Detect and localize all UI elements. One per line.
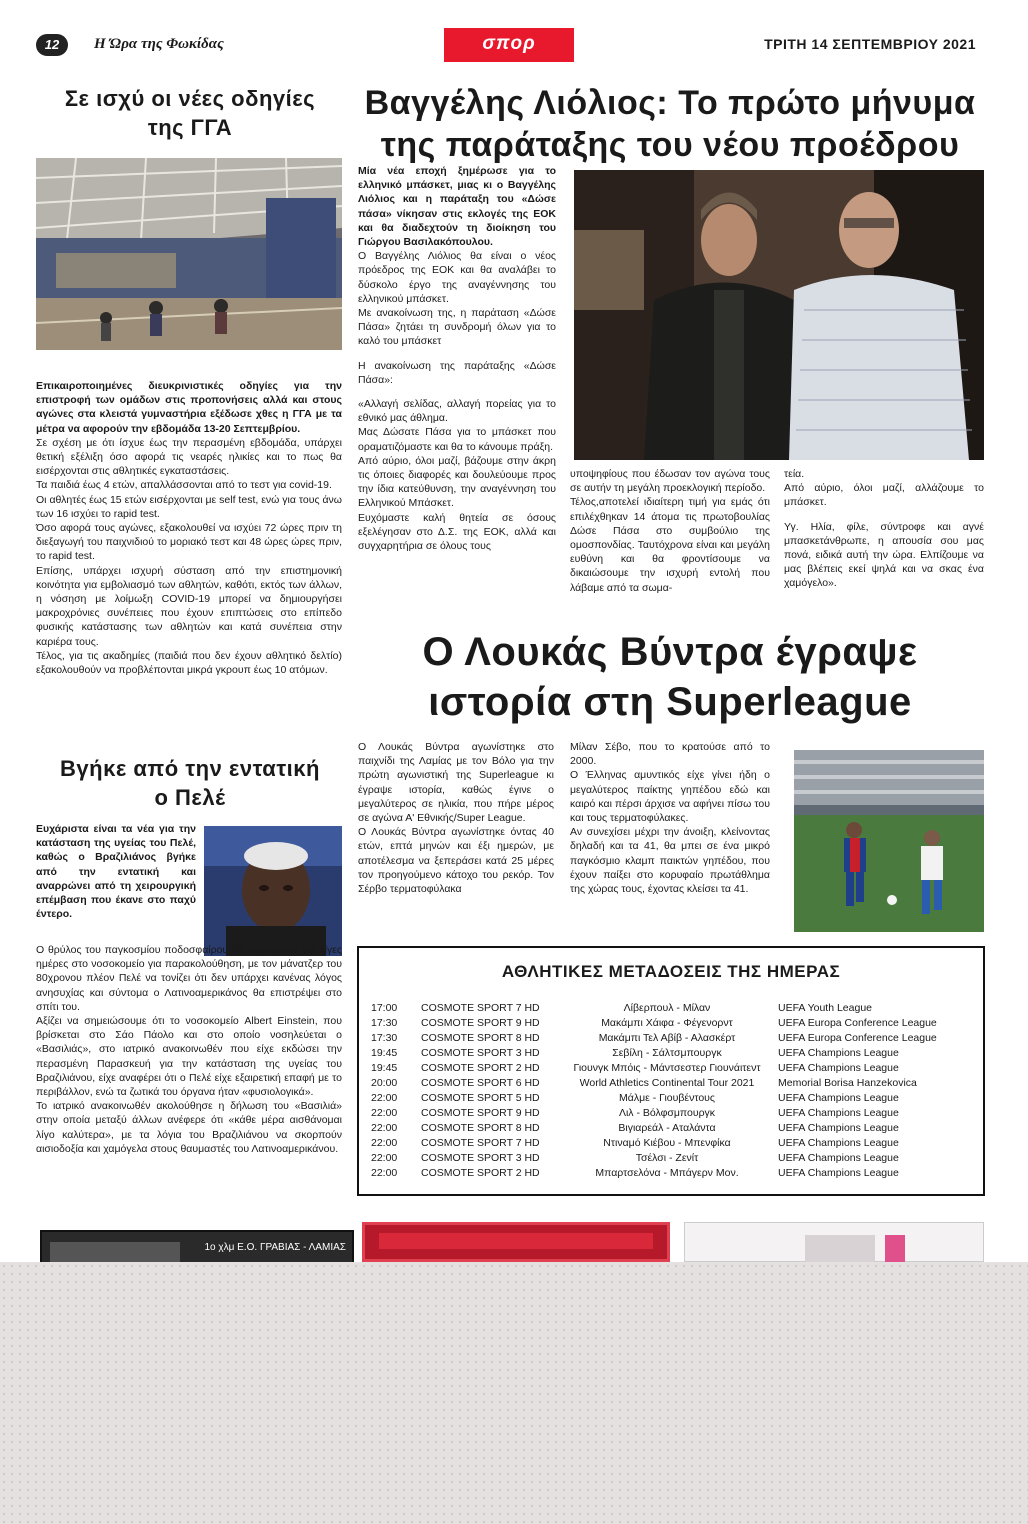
- liolios-paragraph: Από αύριο, όλοι μαζί, βάζουμε στην άκρη τις όποιες διαφορές και δουλεύουμε προς την ίδια κατεύθυνση, την αναγέννηση του Ελληνικού Μπάσκετ.: [358, 454, 556, 510]
- schedule-match: Γιουνγκ Μπόις - Μάντσεστερ Γιουνάιτεντ: [573, 1062, 761, 1074]
- schedule-row: [371, 1076, 973, 1091]
- schedule-match: Τσέλσι - Ζενίτ: [635, 1152, 699, 1164]
- gga-paragraph: Επίσης, υπάρχει ισχυρή σύσταση από την επιστημονική κοινότητα για εμβολιασμό των αθλητών, καθότι, εκτός των άλλων, η νόσηση με λοίμωξη COVID-19 μπορεί να δημιουργήσει μακροχρόνιες συνέπειες που έχουν επιπτώσεις στο επίπεδο φυσικής κατάστασης των αθλητών και κατά συνέπεια στην καριέρα τους.: [36, 564, 342, 648]
- pele-lead: [36, 822, 196, 921]
- schedule-competition: Memorial Borisa Hanzekovica: [778, 1077, 917, 1089]
- schedule-row: [371, 1151, 973, 1166]
- schedule-competition: UEFA Champions League: [778, 1167, 899, 1179]
- schedule-match: Σεβίλη - Σάλτσμπουργκ: [612, 1047, 722, 1059]
- schedule-match: Μπαρτσελόνα - Μπάγερν Μον.: [595, 1167, 739, 1179]
- liolios-paragraph: Μας Δώσατε Πάσα για το μπάσκετ που οραματιζόμαστε και θα το κάνουμε πράξη.: [358, 426, 556, 453]
- liolios-paragraph: Τέλος,αποτελεί ιδιαίτερη τιμή για εμάς ότι επιλέχθηκαν 14 άτομα τις πρωτοβουλίας Δώσε Πάσα στο συμβούλιο της ομοσπονδίας. Ταυτόχρονα είναι και μεγάλη ευθύνη και θα φροντίσουμε να δικαιώσουμε την ισχυρή εντολή που λάβαμε από τα σωμα-: [570, 496, 770, 594]
- schedule-time: 20:00: [371, 1077, 398, 1089]
- schedule-channel: COSMOTE SPORT 2 HD: [421, 1167, 540, 1179]
- schedule-competition: UEFA Champions League: [778, 1062, 899, 1074]
- gga-paragraph: Σε σχέση με ότι ίσχυε έως την περασμένη εβδομάδα, υπάρχει θετική εξέλιξη όσο αφορά τις νεαρές ηλικίες και το πως θα εισέρχονται στις αθλητικές εγκαταστάσεις.: [36, 436, 342, 478]
- pele-lead-text: Ευχάριστα είναι τα νέα για την κατάσταση της υγείας του Πελέ, καθώς ο Βραζιλιάνος βγήκε από την εντατική και αναρρώνει από τη χειρουργική επέμβαση που έκανε στο παχύ έντερο.: [36, 823, 196, 921]
- liolios-col2: [570, 467, 770, 595]
- vyntra-paragraph: Αν συνεχίσει μέχρι την άνοιξη, κλείνοντας δηλαδή και τα 41, θα μπει σε ένα μικρό παγκόσμιο κλαμπ παικτών γηπέδου, που έχουν παίξει στο κορυφαίο πρωτάθλημα της χώρας τους, έχοντας κλείσει τα 41.: [570, 826, 770, 896]
- liolios-paragraph: Η ανακοίνωση της παράταξης «Δώσε Πάσα»:: [358, 359, 556, 386]
- vyntra-paragraph: Ο Έλληνας αμυντικός είχε γίνει ήδη ο μεγαλύτερος παίκτης γηπέδου εδώ και καιρό και πέρσι άρχισε να αφήνει πίσω του και τους τερματοφύλακες.: [570, 769, 770, 825]
- schedule-match: Λιλ - Βόλφσμπουργκ: [618, 1107, 716, 1119]
- liolios-col3: [784, 467, 984, 591]
- liolios-paragraph: υποψηφίους που έδωσαν τον αγώνα τους σε αυτήν τη μεγάλη προεκλογική περίοδο.: [570, 468, 770, 495]
- vyntra-paragraph: Ο Λουκάς Βύντρα αγωνίστηκε στο παιχνίδι της Λαμίας με τον Βόλο για την πρώτη αγωνιστική της Superleague κι έγραψε ιστορία, καθώς έγινε ο μεγαλύτερος σε ηλικία, που πήρε μέρος σε αγώνα Α' Εθνικής/Super League.: [358, 741, 554, 825]
- gga-paragraph: Τέλος, για τις ακαδημίες (παιδιά που δεν έχουν αθλητικό δελτίο) εξακολουθούν να προβλέπονται μικρά γκρουπ έως 10 ατόμων.: [36, 649, 342, 677]
- schedule-row: [371, 1121, 973, 1136]
- liolios-paragraph: τεία.: [784, 468, 805, 480]
- schedule-competition: UEFA Champions League: [778, 1107, 899, 1119]
- liolios-paragraph: «Αλλαγή σελίδας, αλλαγή πορείας για το εθνικό μας άθλημα.: [358, 398, 556, 425]
- issue-date: ΤΡΙΤΗ 14 ΣΕΠΤΕΜΒΡΙΟΥ 2021: [764, 36, 976, 52]
- vyntra-paragraph: Ο Λουκάς Βύντρα αγωνίστηκε όντας 40 ετών, επτά μηνών και έξι ημερών, με αποτέλεσμα να ξεπεράσει κατά 25 μέρες τον προηγούμενο κάτοχο του ρεκόρ. Τον Σέρβο τερματοφύλακα: [358, 826, 554, 896]
- schedule-channel: COSMOTE SPORT 5 HD: [421, 1092, 540, 1104]
- schedule-row: [371, 1001, 973, 1016]
- liolios-photo: [574, 170, 984, 460]
- pele-body: [36, 943, 342, 1156]
- schedule-match: World Athletics Continental Tour 2021: [579, 1077, 755, 1089]
- schedule-row: [371, 1106, 973, 1121]
- tv-schedule: [357, 946, 985, 1196]
- schedule-channel: COSMOTE SPORT 8 HD: [421, 1122, 540, 1134]
- schedule-channel: COSMOTE SPORT 7 HD: [421, 1137, 540, 1149]
- schedule-competition: UEFA Champions League: [778, 1122, 899, 1134]
- gga-paragraph: Οι αθλητές έως 15 ετών εισέρχονται με self test, ενώ για τους άνω των 16 ισχύει το rapid test.: [36, 493, 342, 520]
- vyntra-paragraph: Μίλαν Σέβο, που το κρατούσε από το 2000.: [570, 741, 770, 768]
- schedule-match: Μακάμπι Χάιφα - Φέγενορντ: [601, 1017, 733, 1029]
- liolios-lead: Μία νέα εποχή ξημέρωσε για το ελληνικό μπάσκετ, μιας κι ο Βαγγέλης Λιόλιος και η παράταξη του «Δώσε πάσα» νίκησαν στις εκλογές της ΕΟΚ και θα διαδεχτούν τη διοίκηση του Γιώργου Βασιλακόπουλου.: [358, 165, 556, 249]
- ad-caption: 1ο χλμ Ε.Ο. ΓΡΑΒΙΑΣ - ΛΑΜΙΑΣ: [204, 1242, 346, 1253]
- vyntra-headline-line2: ιστορία στη Superleague: [428, 680, 912, 724]
- schedule-channel: COSMOTE SPORT 7 HD: [421, 1002, 540, 1014]
- schedule-row: [371, 1031, 973, 1046]
- schedule-time: 19:45: [371, 1047, 398, 1059]
- schedule-competition: UEFA Europa Conference League: [778, 1017, 937, 1029]
- gga-headline-line2: της ΓΓΑ: [147, 115, 233, 140]
- schedule-channel: COSMOTE SPORT 9 HD: [421, 1107, 540, 1119]
- vyntra-headline: [358, 627, 982, 727]
- schedule-competition: UEFA Champions League: [778, 1137, 899, 1149]
- schedule-channel: COSMOTE SPORT 3 HD: [421, 1152, 540, 1164]
- schedule-competition: UEFA Europa Conference League: [778, 1032, 937, 1044]
- gga-paragraph: Όσο αφορά τους αγώνες, εξακολουθεί να ισχύει 72 ώρες πριν τη διεξαγωγή του παιχνιδιού το μοριακό τεστ και 48 ώρες ώρες πριν, το rapid test.: [36, 522, 342, 563]
- schedule-time: 17:30: [371, 1032, 398, 1044]
- gga-headline-line1: Σε ισχύ οι νέες οδηγίες: [64, 86, 316, 111]
- schedule-competition: UEFA Champions League: [778, 1047, 899, 1059]
- schedule-time: 17:00: [371, 1002, 398, 1014]
- pele-headline: [36, 754, 344, 812]
- gga-body: [36, 379, 342, 677]
- schedule-competition: UEFA Champions League: [778, 1092, 899, 1104]
- page-number: 12: [36, 34, 68, 56]
- schedule-time: 17:30: [371, 1017, 398, 1029]
- ad-logo-graphic: [805, 1235, 875, 1263]
- schedule-row: [371, 1016, 973, 1031]
- gym-photo: [36, 158, 342, 350]
- schedule-competition: UEFA Youth League: [778, 1002, 873, 1014]
- liolios-paragraph: Ευχόμαστε καλή θητεία σε όσους εξελέγησαν στο Δ.Σ. της ΕΟΚ, αλλά και συγχαρητήρια σε όλους τους: [358, 511, 556, 553]
- pele-headline-line1: Βγήκε από την εντατική: [60, 756, 320, 781]
- liolios-paragraph: Ο Βαγγέλης Λιόλιος θα είναι ο νέος πρόεδρος της ΕΟΚ και θα αναλάβει το δύσκολο έργο της αναγέννησης του ελληνικού μπάσκετ.: [358, 250, 556, 305]
- schedule-match: Λίβερπουλ - Μίλαν: [623, 1002, 711, 1014]
- ad-accent-graphic: [885, 1235, 905, 1263]
- liolios-paragraph: Υγ. Ηλία, φίλε, σύντροφε και αγνέ μπασκετάνθρωπε, η απουσία σου μας πονά, ειδικά αυτή την ώρα. Ελπίζουμε να μας βλέπεις εκεί ψηλά και να σκας ένα χαμόγελο».: [784, 520, 984, 590]
- pele-headline-line2: ο Πελέ: [154, 785, 226, 810]
- liolios-col1: [358, 164, 556, 553]
- liolios-headline: [358, 82, 982, 166]
- schedule-match: Βιγιαρεάλ - Αταλάντα: [618, 1122, 716, 1134]
- schedule-row: [371, 1046, 973, 1061]
- section-label: σπορ: [444, 28, 574, 62]
- schedule-time: 22:00: [371, 1167, 398, 1179]
- tv-schedule-title: ΑΘΛΗΤΙΚΕΣ ΜΕΤΑΔΟΣΕΙΣ ΤΗΣ ΗΜΕΡΑΣ: [501, 962, 841, 981]
- schedule-time: 22:00: [371, 1122, 398, 1134]
- pele-paragraph: Αξίζει να σημειώσουμε ότι το νοσοκομείο Albert Einstein, που βρίσκεται στο Σάο Πάολο και στο οποίο νοσηλεύεται ο «Βασιλιάς», στο ιατρικό ανακοινωθέν που είχε εκδώσει την περασμένη Παρασκευή για την κατάσταση της υγείας του Βραζιλιάνου, είχε αναφέρει ότι ο Πελέ είχε εξαιρετική επαφή με το περιβάλλον, ενώ τα ζωτικά του όργανα ήταν «φυσιολογικά».: [36, 1015, 342, 1099]
- schedule-match: Μακάμπι Τελ Αβίβ - Αλασκέρτ: [598, 1032, 736, 1044]
- gga-paragraph: Τα παιδιά έως 4 ετών, απαλλάσσονται από το τεστ για covid-19.: [36, 479, 332, 492]
- schedule-channel: COSMOTE SPORT 8 HD: [421, 1032, 540, 1044]
- pele-paragraph: Το ιατρικό ανακοινωθέν ακολούθησε η δήλωση του «Βασιλιά» στην οποία μεταξύ άλλων ανέφερε ότι «κάθε μέρα αισθάνομαι λίγο καλύτερα», με τα λόγια του Βραζιλιάνου να σκορπούν αισιοδοξία και χαμόγελα στους θαυμαστές του Λατινοαμερικάνου.: [36, 1100, 342, 1155]
- liolios-headline-line1: Βαγγέλης Λιόλιος: Το πρώτο μήνυμα: [364, 84, 976, 122]
- schedule-channel: COSMOTE SPORT 9 HD: [421, 1017, 540, 1029]
- vyntra-col1: [358, 740, 554, 896]
- schedule-match: Μάλμε - Γιουβέντους: [619, 1092, 715, 1104]
- ad-logo-graphic: [50, 1242, 180, 1264]
- schedule-time: 22:00: [371, 1152, 398, 1164]
- pele-paragraph: Ο θρύλος του παγκοσμίου ποδοσφαίρου θα παραμείνει για λίγες ημέρες στο νοσοκομείο για παρακολούθηση, με τον μάνατζερ του 80χρονου πλέον Πελέ να τονίζει ότι δεν υπάρχει κανένας λόγος ανησυχίας και σύντομα ο Λατινοαμερικάνος θα επιστρέψει στο σπίτι του.: [36, 944, 342, 1013]
- schedule-time: 19:45: [371, 1062, 398, 1074]
- liolios-paragraph: Με ανακοίνωση της, η παράταση «Δώσε Πάσα» ζητάει τη συνδρομή όλων για το καλό του μπάσκετ: [358, 307, 556, 348]
- vyntra-headline-line1: Ο Λουκάς Βύντρα έγραψε: [422, 630, 918, 674]
- vyntra-col2: [570, 740, 770, 896]
- publication-name: Η Ώρα της Φωκίδας: [94, 36, 224, 52]
- schedule-channel: COSMOTE SPORT 2 HD: [421, 1062, 540, 1074]
- pele-photo: [204, 826, 342, 956]
- schedule-row: [371, 1166, 973, 1181]
- page-background: [0, 1262, 1028, 1524]
- liolios-paragraph: Από αύριο, όλοι μαζί, αλλάζουμε το μπάσκετ.: [784, 482, 984, 509]
- advertisement-2[interactable]: [362, 1222, 670, 1262]
- advertisement-3[interactable]: [684, 1222, 984, 1262]
- schedule-row: [371, 1091, 973, 1106]
- gga-paragraph: Επικαιροποιημένες διευκρινιστικές οδηγίες για την επιστροφή των ομάδων στις προπονήσεις αλλά και στους αγώνες στα κλειστά γυμναστήρια εξέδωσε χθες η ΓΓΑ με τα μέτρα να αφορούν την εβδομάδα 13-20 Σεπτεμβρίου.: [36, 380, 342, 435]
- liolios-headline-line2: της παράταξης του νέου προέδρου: [380, 126, 960, 164]
- schedule-time: 22:00: [371, 1107, 398, 1119]
- gga-headline: [36, 84, 344, 142]
- schedule-time: 22:00: [371, 1092, 398, 1104]
- schedule-time: 22:00: [371, 1137, 398, 1149]
- vyntra-photo: [794, 750, 984, 932]
- schedule-channel: COSMOTE SPORT 6 HD: [421, 1077, 540, 1089]
- schedule-competition: UEFA Champions League: [778, 1152, 899, 1164]
- schedule-row: [371, 1136, 973, 1151]
- schedule-match: Ντιναμό Κιέβου - Μπενφίκα: [603, 1137, 731, 1149]
- schedule-channel: COSMOTE SPORT 3 HD: [421, 1047, 540, 1059]
- schedule-row: [371, 1061, 973, 1076]
- ad-banner-graphic: [379, 1233, 653, 1249]
